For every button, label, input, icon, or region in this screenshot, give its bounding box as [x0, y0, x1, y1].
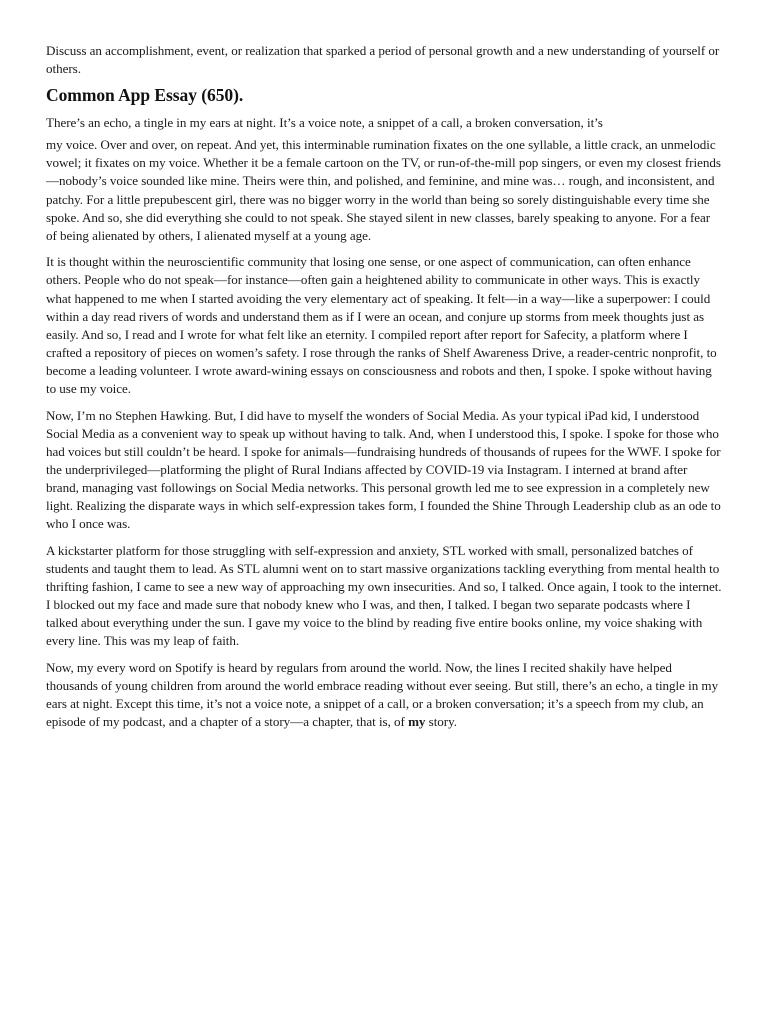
- essay-paragraph-3: It is thought within the neuroscientific community that losing one sense, or one aspect of communication, can often enhance others. People who do not speak—for instance—often gain a heightened ability to communicate in other ways. This is exactly what happened to me when I started avoiding the very elementary act of speaking. It felt—in a way—like a superpower: I could within a day read rivers of words and understand them as if I were an ocean, and conjure up storms from meek thoughts just as easily. And so, I read and I wrote for what felt like an eternity. I compiled report after report for Safecity, a platform where I crafted a repository of pieces on women’s safety. I rose through the ranks of Shelf Awareness Drive, a reader-centric nonprofit, to become a leading volunteer. I wrote award-wining essays on consciousness and robots and then, I spoke. I spoke without having to use my voice.: [46, 254, 717, 396]
- essay-paragraph-6: [46, 659, 722, 731]
- essay-document: [46, 42, 722, 740]
- final-paragraph-text: Now, my every word on Spotify is heard by regulars from around the world. Now, the lines I recited shakily have helped thousands of young children from around the world embrace reading without ever seeing. But still, there’s an echo, a tingle in my ears at night. Except this time, it’s not a voice note, a snippet of a call, or a broken conversation; it’s a speech from my club, an episode of my podcast, and a chapter of a story—a chapter, that is, of: [46, 659, 719, 730]
- emphasized-word: my: [408, 714, 426, 730]
- essay-paragraph-4: Now, I’m no Stephen Hawking. But, I did have to myself the wonders of Social Media. As your typical iPad kid, I understood Social Media as a convenient way to speak up without having to talk. And, when I understood this, I spoke. I spoke for those who had voices but still couldn’t be heard. I spoke for animals—fundraising hundreds of thousands of rupees for the WWF. I spoke for the underprivileged—platforming the plight of Rural Indians affected by COVID-19 via Instagram. I interned at brand after brand, managing vast followings on Social Media networks. This personal growth led me to see expression in a completely new light. Realizing the disparate ways in which self-expression takes form, I founded the Shine Through Leadership club as an ode to who I once was.: [46, 407, 721, 532]
- essay-prompt: Discuss an accomplishment, event, or realization that sparked a period of personal growth and a new understanding of yourself or others.: [46, 43, 720, 77]
- final-paragraph-ending: story.: [425, 714, 457, 730]
- essay-paragraph-2: my voice. Over and over, on repeat. And yet, this interminable rumination fixates on the one syllable, a little crack, an unmelodic vowel; it fixates on my voice. Whether it be a female cartoon on the TV, or run-of-the-mill pop singers, or even my closest friends—nobody’s voice sounded like mine. Theirs were thin, and polished, and feminine, and mine was… rough, and inconsistent, and patchy. For a little prepubescent girl, there was no bigger worry in the world than being so sorely distinguishable every time she spoke. And so, she did everything she could to not speak. She stayed silent in new classes, barely speaking to anyone. For a fear of being alienated by others, I alienated myself at a young age.: [46, 137, 721, 243]
- essay-paragraph-5: A kickstarter platform for those struggling with self-expression and anxiety, STL worked with small, personalized batches of students and taught them to lead. As STL alumni went on to start massive organizations tackling everything from mental health to thrifting fashion, I came to see a new way of approaching my own insecurities. And so, I talked. Once again, I took to the internet. I blocked out my face and made sure that nobody knew who I was, and then, I talked. I began two separate podcasts where I talked about everything under the sun. I gave my voice to the blind by reading five entire books online, my voice shaking with every line. This was my leap of faith.: [46, 542, 722, 649]
- essay-paragraph-1: There’s an echo, a tingle in my ears at night. It’s a voice note, a snippet of a call, a broken conversation, it’s: [46, 115, 603, 131]
- essay-title: Common App Essay (650).: [46, 85, 244, 106]
